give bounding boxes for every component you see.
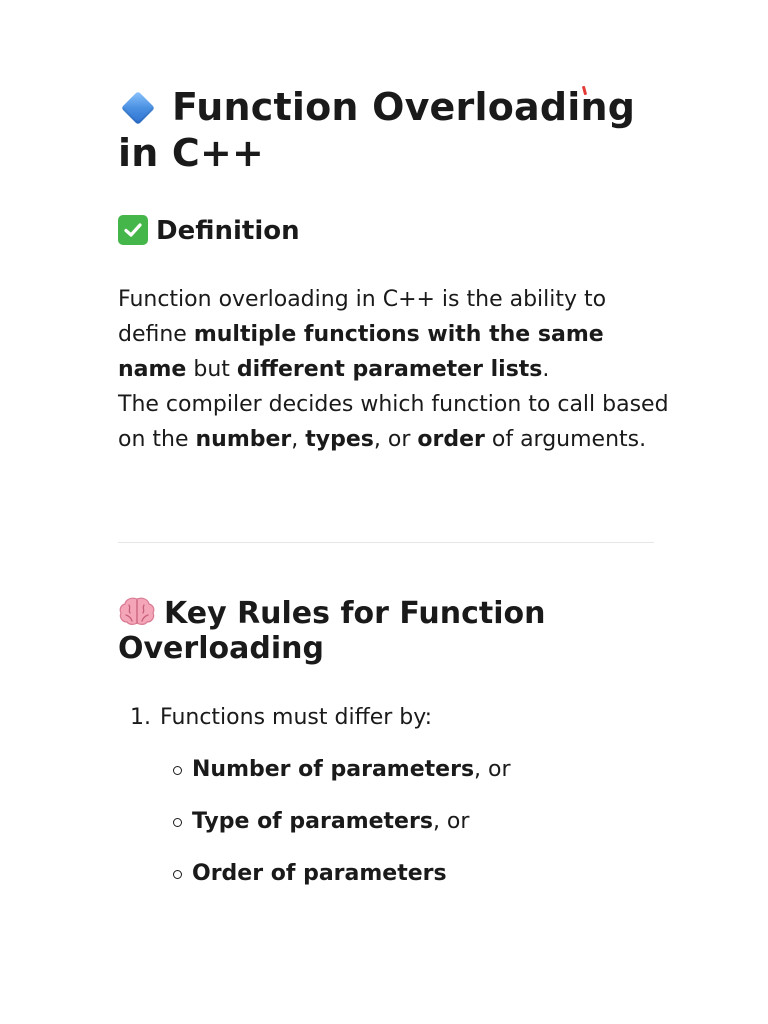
definition-emphasis: number bbox=[195, 427, 292, 452]
sub-list-item bbox=[118, 858, 658, 890]
definition-text: , bbox=[291, 427, 306, 452]
definition-text: Function overloading in C++ is the ability to define bbox=[118, 287, 607, 347]
definition-heading bbox=[118, 214, 300, 248]
rules-list bbox=[118, 702, 658, 890]
circle-bullet-icon bbox=[173, 766, 182, 775]
circle-bullet-icon bbox=[173, 870, 182, 879]
key-rules-heading-text: Key Rules for Function Overloading bbox=[118, 596, 546, 666]
page-title bbox=[118, 84, 658, 176]
blue-diamond-icon bbox=[121, 91, 155, 125]
check-mark-button-icon bbox=[118, 215, 148, 245]
definition-heading-text: Definition bbox=[156, 216, 300, 246]
definition-emphasis: multiple functions with the same name bbox=[118, 322, 604, 382]
definition-emphasis: order bbox=[417, 427, 485, 452]
definition-text: , or bbox=[373, 427, 418, 452]
definition-text: but bbox=[186, 357, 237, 382]
page-title-text: Function Overloading in C++ bbox=[118, 85, 636, 175]
sub-list-item bbox=[118, 754, 658, 786]
circle-bullet-icon bbox=[173, 818, 182, 827]
document-page bbox=[118, 84, 669, 886]
definition-text: The compiler decides which function to call based on the bbox=[118, 392, 669, 452]
sub-list-item bbox=[118, 806, 658, 838]
list-item bbox=[118, 702, 658, 734]
sub-item-bold: Number of parameters bbox=[192, 757, 475, 782]
definition-text: . bbox=[542, 357, 550, 382]
definition-paragraph bbox=[118, 282, 678, 457]
sub-item-bold: Type of parameters bbox=[192, 809, 433, 834]
sub-item-bold: Order of parameters bbox=[192, 861, 447, 886]
list-item-number: 1. bbox=[130, 705, 151, 730]
sub-item-text: , or bbox=[474, 757, 511, 782]
sub-list bbox=[118, 754, 658, 890]
key-rules-heading bbox=[118, 596, 658, 666]
sub-item-text: , or bbox=[432, 809, 470, 834]
definition-text: of arguments. bbox=[484, 427, 647, 452]
definition-emphasis: different parameter lists bbox=[236, 357, 543, 382]
list-item-text: Functions must differ by: bbox=[160, 705, 433, 730]
section-divider bbox=[118, 542, 654, 543]
definition-emphasis: types bbox=[305, 427, 374, 452]
brain-icon bbox=[118, 596, 156, 626]
